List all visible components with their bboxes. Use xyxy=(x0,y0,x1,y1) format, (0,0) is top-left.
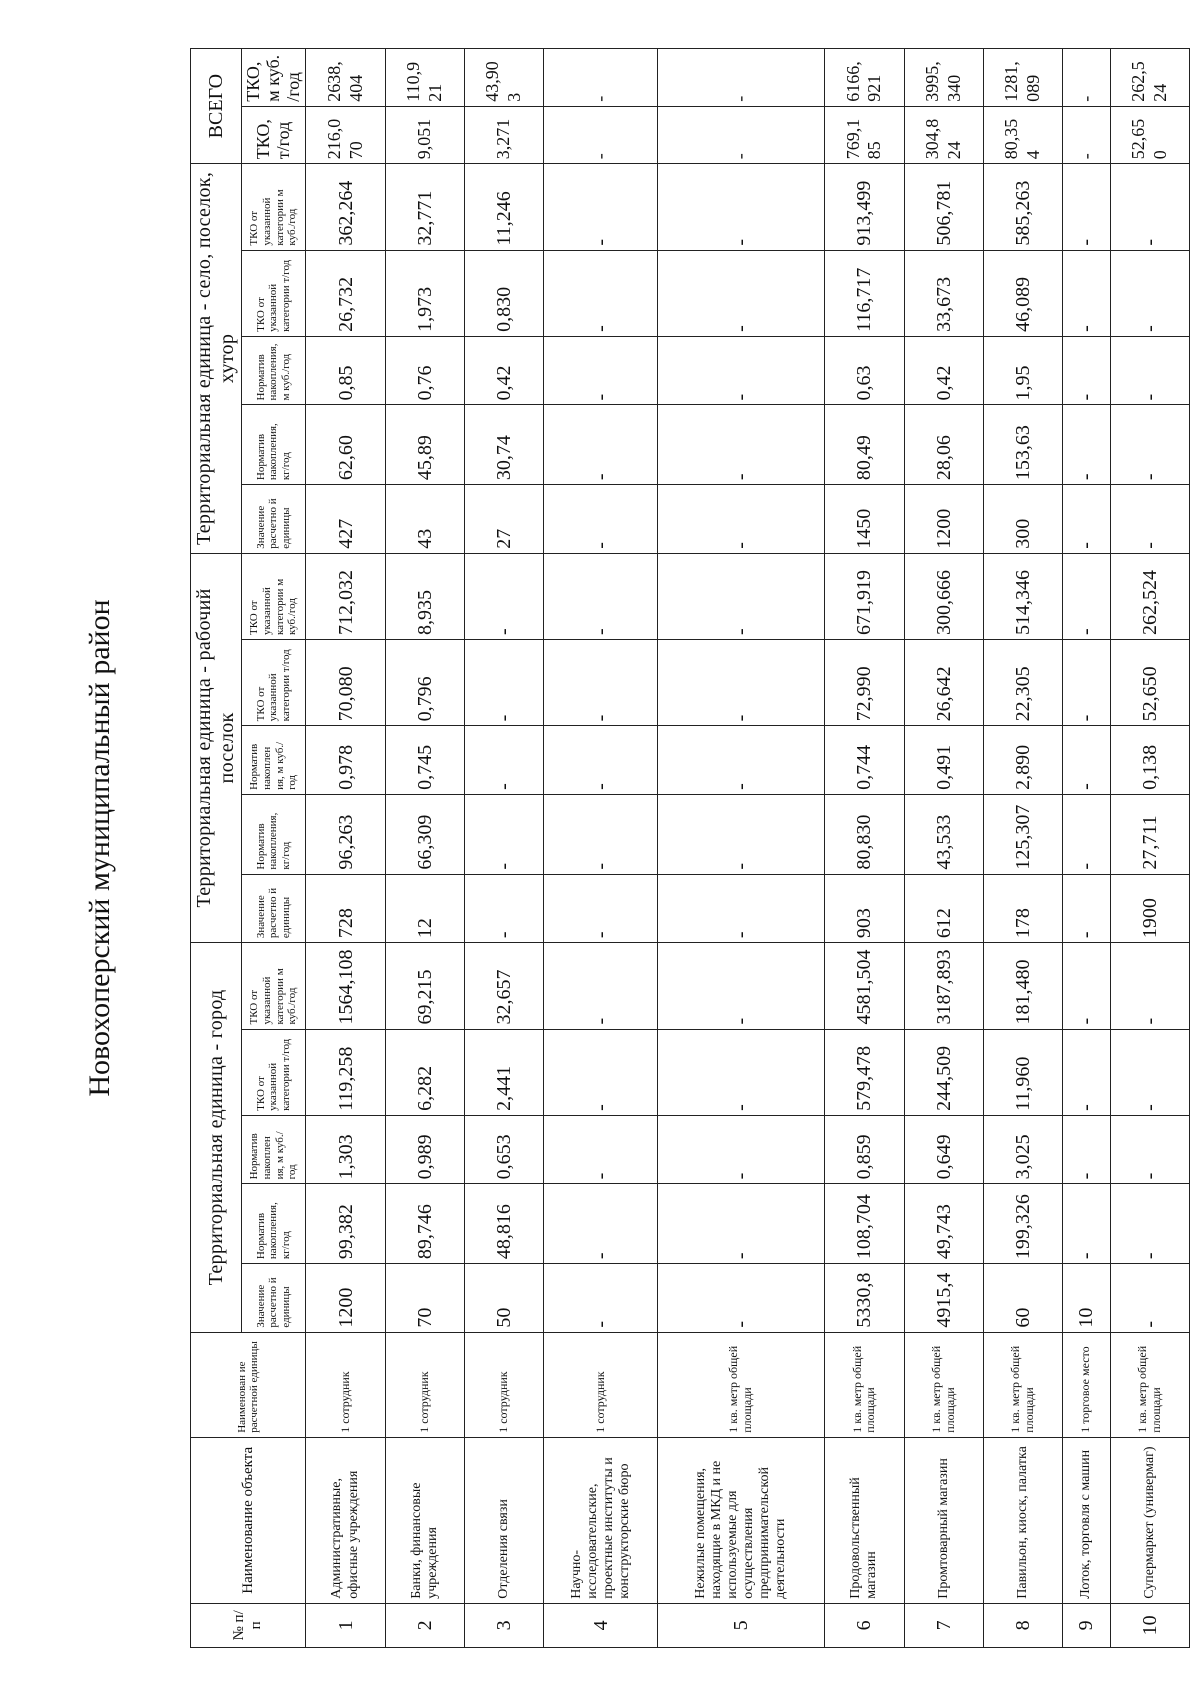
total-tko-m3-cell: 2638,404 xyxy=(306,49,385,107)
work-tko-t-cell: - xyxy=(464,640,543,726)
total-tko-m3-cell: - xyxy=(658,49,825,107)
city-tko-m3-cell: - xyxy=(658,943,825,1029)
city-value-cell: 50 xyxy=(464,1264,543,1333)
village-tko-t-cell: 33,673 xyxy=(904,250,983,336)
work-norm-m3-cell: - xyxy=(658,726,825,795)
total-tko-m3-cell: 6166,921 xyxy=(825,49,904,107)
city-tko-t-cell: - xyxy=(1110,1029,1189,1115)
city-value-cell: 1200 xyxy=(306,1264,385,1333)
work-tko-t-cell: 70,080 xyxy=(306,640,385,726)
city-value-cell: 4915,4 xyxy=(904,1264,983,1333)
work-tko-t-cell: - xyxy=(544,640,658,726)
row-number: 3 xyxy=(464,1603,543,1647)
city-norm-kg-cell: - xyxy=(1063,1184,1111,1264)
work-norm-kg-cell: 43,533 xyxy=(904,794,983,874)
subheader-village-value: Значение расчетно й единицы xyxy=(242,485,306,554)
work-tko-m3-cell: - xyxy=(1063,553,1111,639)
row-number: 5 xyxy=(658,1603,825,1647)
unit-cell: 1 сотрудник xyxy=(544,1332,658,1437)
row-number: 6 xyxy=(825,1603,904,1647)
work-tko-m3-cell: 514,346 xyxy=(983,553,1062,639)
city-value-cell: 10 xyxy=(1063,1264,1111,1333)
total-tko-t-cell: 9,051 xyxy=(385,106,464,164)
city-tko-t-cell: - xyxy=(544,1029,658,1115)
work-norm-m3-cell: 0,744 xyxy=(825,726,904,795)
city-norm-m3-cell: 0,989 xyxy=(385,1115,464,1184)
village-value-cell: - xyxy=(1110,485,1189,554)
work-norm-kg-cell: - xyxy=(658,794,825,874)
city-tko-m3-cell: 1564,108 xyxy=(306,943,385,1029)
unit-cell: 1 кв. метр общей площади xyxy=(1110,1332,1189,1437)
village-norm-m3-cell: - xyxy=(658,336,825,405)
subheader-work-norm-m3: Норматив накоплен ия, м куб./год xyxy=(242,726,306,795)
table-row xyxy=(658,49,825,1648)
subheader-village-norm-m3: Норматив накопления, м куб./год xyxy=(242,336,306,405)
village-tko-m3-cell: - xyxy=(1110,164,1189,250)
total-tko-m3-cell: 43,903 xyxy=(464,49,543,107)
work-tko-m3-cell: 671,919 xyxy=(825,553,904,639)
total-tko-t-cell: - xyxy=(658,106,825,164)
village-tko-t-cell: - xyxy=(544,250,658,336)
city-tko-t-cell: 579,478 xyxy=(825,1029,904,1115)
village-norm-m3-cell: - xyxy=(544,336,658,405)
work-tko-t-cell: 22,305 xyxy=(983,640,1062,726)
subheader-village-tko-m3: ТКО от указанной категории м куб./год xyxy=(242,164,306,250)
object-name-cell: Продовольственный магазин xyxy=(825,1437,904,1603)
city-tko-m3-cell: 3187,893 xyxy=(904,943,983,1029)
work-norm-kg-cell: - xyxy=(544,794,658,874)
city-value-cell: - xyxy=(1110,1264,1189,1333)
city-norm-m3-cell: - xyxy=(1110,1115,1189,1184)
total-tko-t-cell: 52,650 xyxy=(1110,106,1189,164)
village-value-cell: 427 xyxy=(306,485,385,554)
table-row xyxy=(904,49,983,1648)
city-norm-m3-cell: - xyxy=(1063,1115,1111,1184)
work-norm-m3-cell: 0,138 xyxy=(1110,726,1189,795)
subheader-city-value: Значение расчетно й единицы xyxy=(242,1264,306,1333)
work-norm-m3-cell: - xyxy=(464,726,543,795)
total-tko-t-cell: 80,354 xyxy=(983,106,1062,164)
total-tko-m3-cell: 262,524 xyxy=(1110,49,1189,107)
work-norm-kg-cell: 66,309 xyxy=(385,794,464,874)
unit-cell: 1 кв. метр общей площади xyxy=(825,1332,904,1437)
city-norm-m3-cell: 3,025 xyxy=(983,1115,1062,1184)
row-number: 2 xyxy=(385,1603,464,1647)
city-tko-m3-cell: 4581,504 xyxy=(825,943,904,1029)
village-norm-kg-cell: 28,06 xyxy=(904,405,983,485)
village-tko-t-cell: 116,717 xyxy=(825,250,904,336)
work-tko-m3-cell: - xyxy=(544,553,658,639)
work-norm-m3-cell: 0,745 xyxy=(385,726,464,795)
unit-cell: 1 сотрудник xyxy=(385,1332,464,1437)
village-norm-kg-cell: 80,49 xyxy=(825,405,904,485)
work-norm-m3-cell: 2,890 xyxy=(983,726,1062,795)
village-tko-m3-cell: 506,781 xyxy=(904,164,983,250)
work-norm-kg-cell: 96,263 xyxy=(306,794,385,874)
city-norm-kg-cell: - xyxy=(658,1184,825,1264)
city-norm-kg-cell: 199,326 xyxy=(983,1184,1062,1264)
village-tko-t-cell: - xyxy=(1063,250,1111,336)
village-norm-m3-cell: 0,42 xyxy=(464,336,543,405)
total-tko-t-cell: 304,824 xyxy=(904,106,983,164)
village-tko-m3-cell: 11,246 xyxy=(464,164,543,250)
village-value-cell: 27 xyxy=(464,485,543,554)
total-tko-t-cell: 216,070 xyxy=(306,106,385,164)
total-tko-t-cell: 3,271 xyxy=(464,106,543,164)
work-norm-m3-cell: 0,491 xyxy=(904,726,983,795)
work-tko-t-cell: 52,650 xyxy=(1110,640,1189,726)
village-tko-m3-cell: 32,771 xyxy=(385,164,464,250)
village-tko-t-cell: 46,089 xyxy=(983,250,1062,336)
waste-norms-table xyxy=(190,48,1190,1648)
table-row xyxy=(306,49,385,1648)
total-tko-t-cell: - xyxy=(1063,106,1111,164)
city-norm-kg-cell: - xyxy=(1110,1184,1189,1264)
object-name-cell: Банки, финансовые учреждения xyxy=(385,1437,464,1603)
work-norm-kg-cell: 80,830 xyxy=(825,794,904,874)
work-norm-m3-cell: - xyxy=(544,726,658,795)
object-name-cell: Административные, офисные учреждения xyxy=(306,1437,385,1603)
table-row xyxy=(464,49,543,1648)
row-number: 7 xyxy=(904,1603,983,1647)
page-title: Новохоперский муниципальный район xyxy=(83,599,116,1097)
village-norm-kg-cell: 153,63 xyxy=(983,405,1062,485)
village-norm-kg-cell: - xyxy=(1063,405,1111,485)
work-tko-m3-cell: - xyxy=(658,553,825,639)
subheader-work-tko-m3: ТКО от указанной категории м куб./год xyxy=(242,553,306,639)
total-tko-t-cell: - xyxy=(544,106,658,164)
village-value-cell: 43 xyxy=(385,485,464,554)
object-name-cell: Научно-исследовательские, проектные институты и конструкторские бюро xyxy=(544,1437,658,1603)
object-name-cell: Промтоварный магазин xyxy=(904,1437,983,1603)
unit-cell: 1 торговое место xyxy=(1063,1332,1111,1437)
subheader-city-tko-m3: ТКО от указанной категории м куб./год xyxy=(242,943,306,1029)
table-row xyxy=(544,49,658,1648)
village-norm-m3-cell: - xyxy=(1063,336,1111,405)
city-norm-m3-cell: - xyxy=(658,1115,825,1184)
city-norm-kg-cell: 99,382 xyxy=(306,1184,385,1264)
work-value-cell: - xyxy=(464,874,543,943)
city-norm-kg-cell: 108,704 xyxy=(825,1184,904,1264)
table-body xyxy=(306,49,1190,1648)
work-tko-t-cell: - xyxy=(1063,640,1111,726)
village-value-cell: - xyxy=(1063,485,1111,554)
village-tko-m3-cell: - xyxy=(1063,164,1111,250)
object-name-cell: Отделения связи xyxy=(464,1437,543,1603)
city-tko-m3-cell: - xyxy=(544,943,658,1029)
village-norm-m3-cell: - xyxy=(1110,336,1189,405)
village-tko-m3-cell: 913,499 xyxy=(825,164,904,250)
work-tko-t-cell: - xyxy=(658,640,825,726)
subheader-total-tko-m3: ТКО, м куб. /год xyxy=(242,49,306,107)
city-tko-t-cell: 2,441 xyxy=(464,1029,543,1115)
city-norm-m3-cell: 0,649 xyxy=(904,1115,983,1184)
subheader-work-value: Значение расчетно й единицы xyxy=(242,874,306,943)
work-tko-m3-cell: 262,524 xyxy=(1110,553,1189,639)
city-tko-m3-cell: - xyxy=(1110,943,1189,1029)
city-tko-t-cell: 119,258 xyxy=(306,1029,385,1115)
city-value-cell: - xyxy=(658,1264,825,1333)
row-number: 4 xyxy=(544,1603,658,1647)
city-tko-m3-cell: 32,657 xyxy=(464,943,543,1029)
work-value-cell: - xyxy=(658,874,825,943)
header-no: № п/п xyxy=(191,1603,306,1647)
work-norm-kg-cell: 125,307 xyxy=(983,794,1062,874)
village-value-cell: 1200 xyxy=(904,485,983,554)
city-norm-m3-cell: - xyxy=(544,1115,658,1184)
city-norm-kg-cell: 48,816 xyxy=(464,1184,543,1264)
village-tko-m3-cell: 585,263 xyxy=(983,164,1062,250)
city-value-cell: 70 xyxy=(385,1264,464,1333)
table-row xyxy=(1110,49,1189,1648)
work-value-cell: 612 xyxy=(904,874,983,943)
table-row xyxy=(385,49,464,1648)
village-value-cell: 1450 xyxy=(825,485,904,554)
village-norm-m3-cell: 0,63 xyxy=(825,336,904,405)
work-tko-m3-cell: - xyxy=(464,553,543,639)
city-tko-t-cell: 244,509 xyxy=(904,1029,983,1115)
header-group-total: ВСЕГО xyxy=(191,49,242,164)
work-norm-kg-cell: - xyxy=(464,794,543,874)
object-name-cell: Лоток, торговля с машин xyxy=(1063,1437,1111,1603)
work-norm-kg-cell: - xyxy=(1063,794,1111,874)
work-value-cell: - xyxy=(1063,874,1111,943)
village-tko-m3-cell: - xyxy=(658,164,825,250)
header-group-city: Территориальная единица - город xyxy=(191,943,242,1333)
total-tko-m3-cell: 110,921 xyxy=(385,49,464,107)
village-norm-m3-cell: 0,85 xyxy=(306,336,385,405)
village-norm-m3-cell: 0,42 xyxy=(904,336,983,405)
city-norm-m3-cell: 0,859 xyxy=(825,1115,904,1184)
total-tko-m3-cell: - xyxy=(1063,49,1111,107)
unit-cell: 1 кв. метр общей площади xyxy=(983,1332,1062,1437)
village-tko-t-cell: - xyxy=(658,250,825,336)
table-row xyxy=(825,49,904,1648)
subheader-village-tko-t: ТКО от указанной категории т/год xyxy=(242,250,306,336)
subheader-city-norm-m3: Норматив накоплен ия, м куб./год xyxy=(242,1115,306,1184)
village-tko-t-cell: 26,732 xyxy=(306,250,385,336)
unit-cell: 1 сотрудник xyxy=(464,1332,543,1437)
total-tko-m3-cell: 3995,340 xyxy=(904,49,983,107)
village-tko-m3-cell: 362,264 xyxy=(306,164,385,250)
object-name-cell: Нежилые помещения, находящие в МКД и не используемые для осуществления предпринимательской деятельности xyxy=(658,1437,825,1603)
work-norm-kg-cell: 27,711 xyxy=(1110,794,1189,874)
city-tko-m3-cell: 69,215 xyxy=(385,943,464,1029)
table-wrapper xyxy=(190,48,1190,1648)
city-tko-m3-cell: 181,480 xyxy=(983,943,1062,1029)
subheader-total-tko-t: ТКО, т/год xyxy=(242,106,306,164)
village-norm-kg-cell: - xyxy=(1110,405,1189,485)
work-tko-t-cell: 72,990 xyxy=(825,640,904,726)
total-tko-t-cell: 769,185 xyxy=(825,106,904,164)
village-tko-t-cell: 1,973 xyxy=(385,250,464,336)
city-tko-t-cell: 11,960 xyxy=(983,1029,1062,1115)
work-value-cell: 1900 xyxy=(1110,874,1189,943)
village-value-cell: - xyxy=(544,485,658,554)
table-row xyxy=(983,49,1062,1648)
village-tko-m3-cell: - xyxy=(544,164,658,250)
city-tko-m3-cell: - xyxy=(1063,943,1111,1029)
village-value-cell: 300 xyxy=(983,485,1062,554)
table-header xyxy=(191,49,306,1648)
table-row xyxy=(1063,49,1111,1648)
row-number: 1 xyxy=(306,1603,385,1647)
work-norm-m3-cell: 0,978 xyxy=(306,726,385,795)
work-tko-m3-cell: 8,935 xyxy=(385,553,464,639)
subheader-work-tko-t: ТКО от указанной категории т/год xyxy=(242,640,306,726)
city-tko-t-cell: - xyxy=(658,1029,825,1115)
row-number: 9 xyxy=(1063,1603,1111,1647)
village-norm-kg-cell: 30,74 xyxy=(464,405,543,485)
work-norm-m3-cell: - xyxy=(1063,726,1111,795)
city-norm-kg-cell: 49,743 xyxy=(904,1184,983,1264)
city-value-cell: - xyxy=(544,1264,658,1333)
village-value-cell: - xyxy=(658,485,825,554)
city-norm-m3-cell: 0,653 xyxy=(464,1115,543,1184)
unit-cell: 1 кв. метр общей площади xyxy=(904,1332,983,1437)
row-number: 8 xyxy=(983,1603,1062,1647)
city-value-cell: 5330,8 xyxy=(825,1264,904,1333)
city-value-cell: 60 xyxy=(983,1264,1062,1333)
unit-cell: 1 сотрудник xyxy=(306,1332,385,1437)
header-object-name: Наименование объекта xyxy=(191,1437,306,1603)
work-tko-t-cell: 26,642 xyxy=(904,640,983,726)
city-norm-kg-cell: - xyxy=(544,1184,658,1264)
village-norm-kg-cell: 45,89 xyxy=(385,405,464,485)
subheader-city-norm-kg: Норматив накопления, кг/год xyxy=(242,1184,306,1264)
village-tko-t-cell: 0,830 xyxy=(464,250,543,336)
city-tko-t-cell: - xyxy=(1063,1029,1111,1115)
city-norm-m3-cell: 1,303 xyxy=(306,1115,385,1184)
work-value-cell: - xyxy=(544,874,658,943)
header-group-village: Территориальная единица - село, поселок, хутор xyxy=(191,164,242,553)
work-value-cell: 728 xyxy=(306,874,385,943)
work-value-cell: 12 xyxy=(385,874,464,943)
work-value-cell: 178 xyxy=(983,874,1062,943)
city-tko-t-cell: 6,282 xyxy=(385,1029,464,1115)
village-norm-kg-cell: 62,60 xyxy=(306,405,385,485)
village-tko-t-cell: - xyxy=(1110,250,1189,336)
city-norm-kg-cell: 89,746 xyxy=(385,1184,464,1264)
work-tko-m3-cell: 300,666 xyxy=(904,553,983,639)
subheader-city-tko-t: ТКО от указанной категории т/год xyxy=(242,1029,306,1115)
subheader-work-norm-kg: Норматив накопления, кг/год xyxy=(242,794,306,874)
village-norm-kg-cell: - xyxy=(544,405,658,485)
work-value-cell: 903 xyxy=(825,874,904,943)
object-name-cell: Супермаркет (универмаг) xyxy=(1110,1437,1189,1603)
header-unit: Наименован ие расчетной единицы xyxy=(191,1332,306,1437)
total-tko-m3-cell: - xyxy=(544,49,658,107)
header-group-work-settlement: Территориальная единица - рабочий поселок xyxy=(191,553,242,942)
subheader-village-norm-kg: Норматив накопления, кг/год xyxy=(242,405,306,485)
object-name-cell: Павильон, киоск, палатка xyxy=(983,1437,1062,1603)
row-number: 10 xyxy=(1110,1603,1189,1647)
header-row-groups xyxy=(191,49,242,1648)
total-tko-m3-cell: 1281,089 xyxy=(983,49,1062,107)
village-norm-m3-cell: 1,95 xyxy=(983,336,1062,405)
work-tko-t-cell: 0,796 xyxy=(385,640,464,726)
unit-cell: 1 кв. метр общей площади xyxy=(658,1332,825,1437)
village-norm-kg-cell: - xyxy=(658,405,825,485)
village-norm-m3-cell: 0,76 xyxy=(385,336,464,405)
work-tko-m3-cell: 712,032 xyxy=(306,553,385,639)
